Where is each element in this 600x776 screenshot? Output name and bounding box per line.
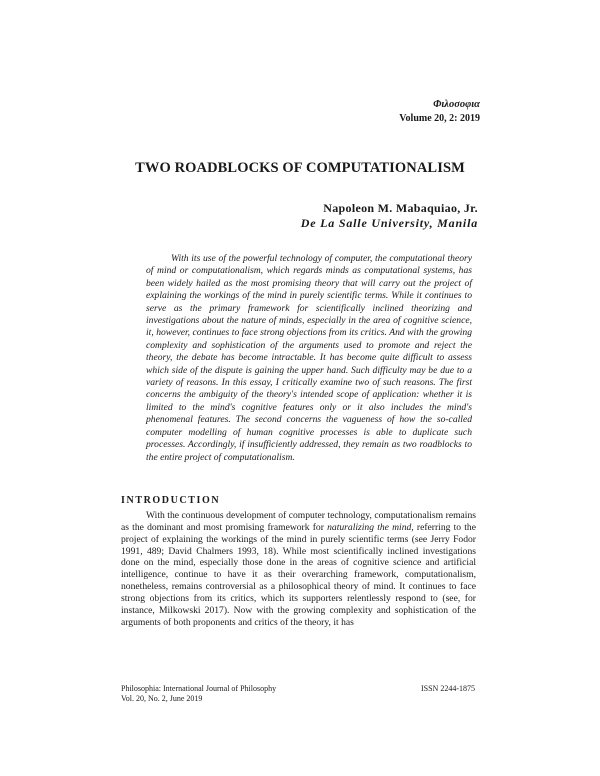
intro-emphasis: naturalizing the mind [327, 521, 412, 533]
footer-journal-line: Philosophia: International Journal of Philosophy [121, 684, 277, 693]
journal-volume: Volume 20, 2: 2019 [399, 113, 480, 124]
footer-issue-line: Vol. 20, No. 2, June 2019 [121, 694, 203, 703]
author-affiliation: De La Salle University, Manila [300, 216, 478, 230]
footer-journal-info [121, 684, 276, 704]
section-heading-introduction: INTRODUCTION [121, 495, 221, 506]
abstract: With its use of the powerful technology of computer, the computational theory of mind or computationalism, which regards minds as computational systems, has been widely hailed as the most promising theory that will carry out the project of explaining the workings of the mind in purely scientific terms. While it continues to serve as the primary framework for scientifically inclined theorizing and investigations about the nature of minds, especially in the area of cognitive science, it, however, continues to face strong objections from its critics. And with the growing complexity and sophistication of the arguments used to promote and reject the theory, the debate has become intractable. It has become quite difficult to assess which side of the dispute is gaining the upper hand. Such difficulty may be due to a variety of reasons. In this essay, I critically examine two of such reasons. The first concerns the ambiguity of the theory's intended scope of application: whether it is limited to the mind's cognitive features only or it also includes the mind's phenomenal features. The second concerns the vagueness of how the so-called computer modelling of human cognitive processes is able to duplicate such processes. Accordingly, if insufficiently addressed, they remain as two roadblocks to the entire project of computationalism. [146, 253, 472, 463]
intro-text-part-2: , referring to the project of explaining the workings of the mind in purely scientific terms (see Jerry Fodor 1991, 489; David Chalmers 1993, 18). While most scientifically inclined investigations done on the mind, especially those done in the areas of cognitive science and artificial intelligence, continue to have it as their overarching framework, computationalism, nonetheless, remains controversial as a philosophical theory of mind. It continues to face strong objections from its critics, which its supporters relentlessly respond to (see, for instance, Milkowski 2017). Now with the growing complexity and sophistication of the arguments of both proponents and critics of the theory, it has [121, 521, 476, 628]
article-title: TWO ROADBLOCKS OF COMPUTATIONALISM [135, 160, 465, 176]
footer-issn: ISSN 2244-1875 [420, 684, 475, 693]
journal-name: Φιλοσοφια [433, 99, 480, 110]
author-name: Napoleon M. Mabaquiao, Jr. [323, 201, 478, 215]
introduction-paragraph [121, 510, 476, 628]
intro-text-part-1: With the continuous development of computer technology, computationalism remains as the dominant and most promising framework for [121, 510, 476, 533]
